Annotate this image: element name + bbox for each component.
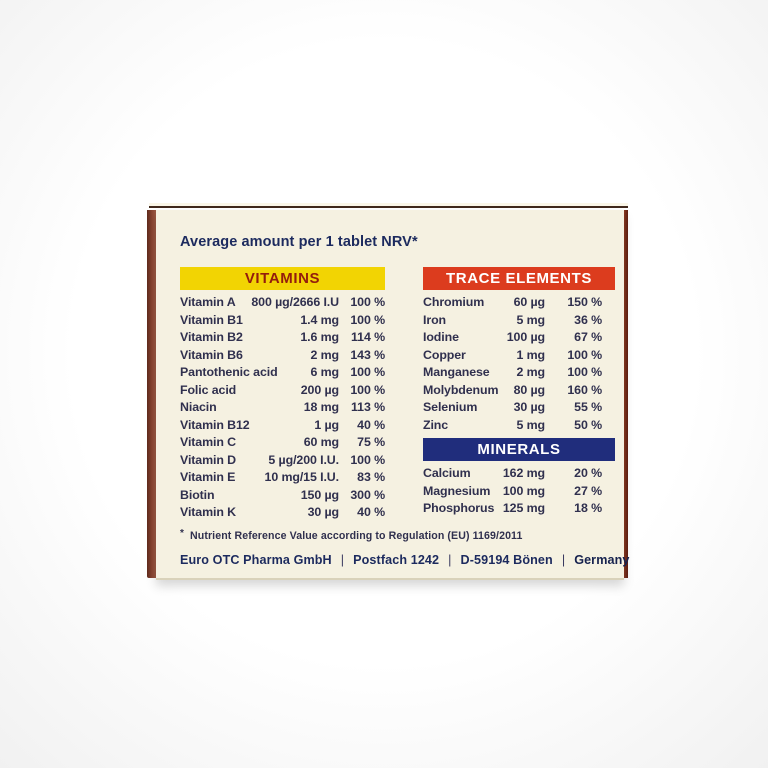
trace_elements-row (423, 399, 602, 417)
trace_elements-amount-cell: 80 µg (513, 382, 545, 397)
minerals-row (423, 465, 602, 483)
vitamins-nrv-cell: 40 % (357, 417, 385, 432)
vitamins-row (180, 469, 385, 487)
address-part: Postfach 1242 (353, 552, 440, 567)
vitamins-name-cell: Vitamin B12 (180, 417, 250, 432)
trace_elements-nrv-cell: 150 % (567, 295, 602, 309)
trace-elements-header: TRACE ELEMENTS (423, 267, 615, 290)
trace_elements-nrv-cell: 67 % (574, 330, 602, 344)
minerals-name-cell: Magnesium (423, 483, 491, 498)
vitamins-name-cell: Niacin (180, 400, 217, 414)
minerals-name-cell: Calcium (423, 466, 471, 480)
vitamins-nrv-cell: 75 % (357, 435, 385, 449)
vitamins-nrv-cell: 100 % (350, 295, 385, 309)
trace_elements-amount-cell: 30 µg (513, 400, 545, 414)
vitamins-row (180, 312, 385, 330)
vitamins-nrv-cell: 100 % (350, 382, 385, 397)
trace_elements-row (423, 329, 602, 347)
vitamins-amount-cell: 10 mg/15 I.U. (264, 470, 339, 484)
vitamins-nrv-cell: 300 % (350, 487, 385, 502)
tables-columns (180, 267, 615, 522)
minerals-table (423, 465, 615, 518)
trace_elements-name-cell: Molybdenum (423, 382, 499, 397)
vitamins-row (180, 329, 385, 347)
vitamins-row (180, 487, 385, 505)
trace_elements-amount-cell: 100 µg (506, 330, 545, 344)
page-title: Average amount per 1 tablet NRV* (180, 234, 418, 250)
address-part: D-59194 Bönen (460, 552, 553, 567)
trace_elements-nrv-cell: 55 % (574, 400, 602, 414)
vitamins-amount-cell: 5 µg/200 I.U. (268, 452, 339, 467)
vitamins-column (180, 267, 385, 522)
vitamins-name-cell: Vitamin C (180, 435, 237, 449)
trace_elements-nrv-cell: 160 % (567, 382, 602, 397)
vitamins-amount-cell: 1.4 mg (300, 312, 339, 327)
trace_elements-name-cell: Manganese (423, 365, 490, 379)
trace_elements-name-cell: Iron (423, 312, 447, 327)
vitamins-nrv-cell: 83 % (357, 470, 385, 484)
trace_elements-amount-cell: 2 mg (516, 365, 545, 379)
box-left-side (147, 210, 156, 578)
vitamins-amount-cell: 6 mg (310, 365, 339, 379)
trace_elements-amount-cell: 1 mg (516, 347, 545, 362)
minerals-nrv-cell: 20 % (574, 466, 602, 480)
vitamins-name-cell: Vitamin E (180, 470, 236, 484)
trace_elements-name-cell: Zinc (423, 417, 449, 432)
vitamins-amount-cell: 200 µg (300, 382, 339, 397)
trace_elements-row (423, 312, 602, 330)
vitamins-row (180, 417, 385, 435)
vitamins-name-cell: Vitamin K (180, 505, 237, 519)
trace-elements-table (423, 294, 615, 434)
address-separator: | (340, 552, 345, 567)
trace_elements-nrv-cell: 36 % (574, 312, 602, 327)
vitamins-amount-cell: 150 µg (300, 487, 339, 502)
trace_elements-row (423, 382, 602, 400)
address-part: Euro OTC Pharma GmbH (180, 552, 332, 567)
vitamins-row (180, 504, 385, 522)
box-face (156, 210, 630, 580)
trace-minerals-column (423, 267, 615, 522)
minerals-amount-cell: 125 mg (502, 501, 545, 515)
vitamins-amount-cell: 800 µg/2666 I.U (251, 295, 339, 309)
vitamins-amount-cell: 1.6 mg (300, 330, 339, 344)
vitamins-nrv-cell: 100 % (350, 365, 385, 379)
box-right-side (624, 210, 628, 578)
trace_elements-name-cell: Selenium (423, 400, 478, 414)
vitamins-name-cell: Vitamin A (180, 295, 236, 309)
box-top-edge (149, 203, 628, 208)
trace_elements-nrv-cell: 50 % (574, 417, 602, 432)
vitamins-nrv-cell: 40 % (357, 505, 385, 519)
address-part: Germany (574, 552, 630, 567)
vitamins-row (180, 452, 385, 470)
product-box (147, 203, 628, 580)
vitamins-row (180, 294, 385, 312)
vitamins-name-cell: Vitamin D (180, 452, 237, 467)
trace_elements-amount-cell: 5 mg (516, 417, 545, 432)
trace_elements-name-cell: Chromium (423, 295, 485, 309)
vitamins-amount-cell: 18 mg (303, 400, 339, 414)
trace_elements-nrv-cell: 100 % (567, 365, 602, 379)
trace_elements-amount-cell: 60 µg (513, 295, 545, 309)
vitamins-nrv-cell: 113 % (351, 400, 385, 414)
vitamins-table (180, 294, 385, 522)
vitamins-nrv-cell: 114 % (351, 330, 385, 344)
vitamins-nrv-cell: 100 % (350, 452, 385, 467)
footnote-text: Nutrient Reference Value according to Regulation (EU) 1169/2011 (190, 529, 523, 542)
vitamins-row (180, 364, 385, 382)
trace_elements-nrv-cell: 100 % (567, 347, 602, 362)
minerals-header: MINERALS (423, 438, 615, 461)
minerals-nrv-cell: 27 % (574, 483, 602, 498)
trace_elements-row (423, 294, 602, 312)
vitamins-nrv-cell: 143 % (350, 347, 385, 362)
vitamins-name-cell: Folic acid (180, 382, 237, 397)
vitamins-name-cell: Biotin (180, 487, 215, 502)
trace_elements-name-cell: Copper (423, 347, 466, 362)
vitamins-header: VITAMINS (180, 267, 385, 290)
trace_elements-row (423, 347, 602, 365)
vitamins-row (180, 434, 385, 452)
trace_elements-row (423, 417, 602, 435)
footnote-marker: * (180, 527, 184, 539)
vitamins-row (180, 382, 385, 400)
minerals-row (423, 500, 602, 518)
vitamins-name-cell: Vitamin B1 (180, 312, 243, 327)
vitamins-row (180, 399, 385, 417)
trace_elements-row (423, 364, 602, 382)
minerals-amount-cell: 162 mg (502, 466, 545, 480)
vitamins-amount-cell: 30 µg (307, 505, 339, 519)
vitamins-amount-cell: 60 mg (303, 435, 339, 449)
vitamins-amount-cell: 2 mg (310, 347, 339, 362)
nrv-footnote (180, 528, 615, 542)
vitamins-name-cell: Pantothenic acid (180, 365, 278, 379)
vitamins-row (180, 347, 385, 365)
trace_elements-amount-cell: 5 mg (516, 312, 545, 327)
vitamins-name-cell: Vitamin B6 (180, 347, 243, 362)
minerals-name-cell: Phosphorus (423, 501, 495, 515)
minerals-row (423, 483, 602, 501)
address-separator: | (561, 552, 566, 567)
vitamins-amount-cell: 1 µg (314, 417, 339, 432)
minerals-amount-cell: 100 mg (502, 483, 545, 498)
trace_elements-name-cell: Iodine (423, 330, 459, 344)
vitamins-nrv-cell: 100 % (350, 312, 385, 327)
minerals-nrv-cell: 18 % (574, 501, 602, 515)
vitamins-name-cell: Vitamin B2 (180, 330, 243, 344)
address-separator: | (448, 552, 452, 567)
manufacturer-line (180, 552, 630, 567)
